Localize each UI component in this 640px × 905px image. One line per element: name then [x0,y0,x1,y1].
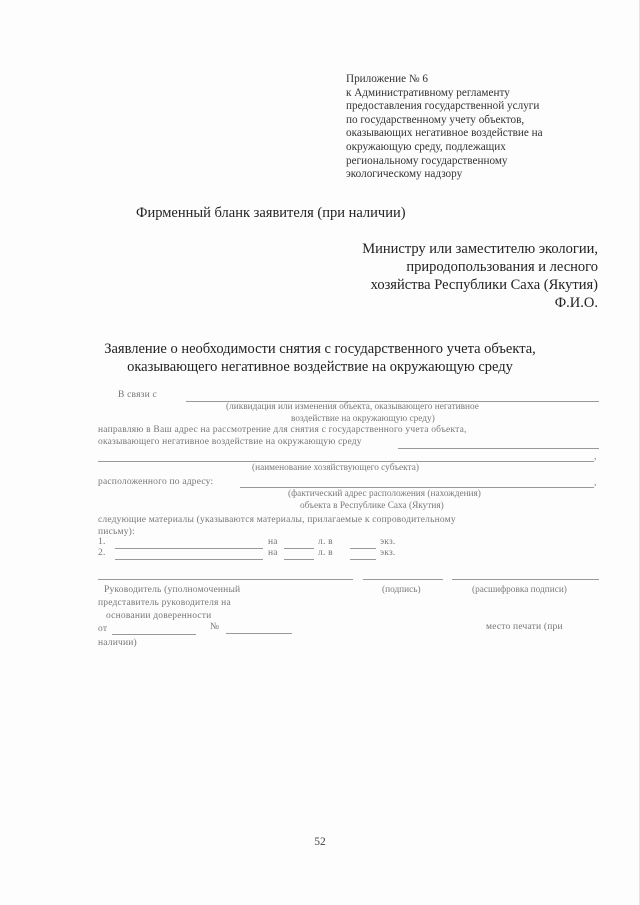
head-text-3: основании доверенности [106,611,212,621]
address-caption-2: объекта в Республике Саха (Якутия) [300,501,444,511]
sent-text-1: направляю в Ваш адрес на рассмотрение для снятия с государственного учета объекта, [98,425,467,435]
address-caption-1: (фактический адрес расположения (нахождения) [288,489,481,499]
number-sign: № [210,622,220,632]
item-2-on: на [268,548,278,558]
entity-caption: (наименование хозяйствующего субъекта) [252,463,419,473]
head-text-1: Руководитель (уполномоченный [104,585,241,595]
from-label: от [98,624,108,634]
entity-input-line[interactable] [98,461,594,462]
decode-signature-line[interactable] [452,579,599,580]
item-1-sheets: л. в [318,537,333,547]
decode-caption: (расшифровка подписи) [472,585,567,595]
reason-caption-2: воздействие на окружающую среду) [291,414,435,424]
materials-text-1: следующие материалы (указываются материалы, прилагаемые к сопроводительному [98,515,456,525]
letterhead-note: Фирменный бланк заявителя (при наличии) [136,205,406,221]
sent-text-2: оказывающего негативное воздействие на окружающую среду [98,437,362,447]
title-line: Заявление о необходимости снятия с государственного учета объекта, [104,341,536,357]
item-1-number: 1. [98,537,106,547]
annex-line: к Административному регламенту [346,86,510,99]
title-line: оказывающего негативное воздействие на окружающую среду [127,359,513,375]
page-number: 52 [314,836,326,848]
date-input-line[interactable] [112,634,196,635]
head-signature-line[interactable] [98,579,353,580]
address-input-line[interactable] [240,487,594,488]
addressee-line: природопользования и лесного [406,259,598,275]
item-1-copies: экз. [380,537,396,547]
item-2-copies-line[interactable] [350,559,376,560]
annex-line: Приложение № 6 [346,73,428,85]
item-2-name-line[interactable] [115,559,263,560]
materials-text-2: письму): [98,527,135,537]
object-input-line-1[interactable] [398,448,599,449]
number-input-line[interactable] [226,633,292,634]
annex-line: по государственному учету объектов, [346,113,525,126]
annex-line: окружающую среду, подлежащих [346,140,506,153]
document-title [0,340,640,376]
item-2-sheets-line[interactable] [284,559,314,560]
comma-mark-2: , [594,478,597,488]
annex-line: экологическому надзору [346,168,463,181]
item-1-on: на [268,537,278,547]
reason-caption-1: (ликвидация или изменения объекта, оказывающего негативное [226,402,479,412]
item-1-name-line[interactable] [115,548,263,549]
addressee-line: Министру или заместителю экологии, [362,241,598,257]
addressee-line: хозяйства Республики Саха (Якутия) [370,277,598,293]
signature-line[interactable] [363,579,443,580]
item-2-sheets: л. в [318,548,333,558]
annex-line: предоставления государственной услуги [346,100,540,113]
comma-mark: , [594,452,597,462]
annex-block [346,73,543,182]
head-text-2: представитель руководителя на [98,598,231,608]
in-connection-label: В связи с [118,390,157,400]
annex-line: региональному государственному [346,154,508,167]
item-1-sheets-line[interactable] [284,548,314,549]
addressee-line: Ф.И.О. [554,295,598,311]
item-1-copies-line[interactable] [350,548,376,549]
addressee-block [362,240,598,312]
presence-text: наличии) [98,638,137,648]
located-at-label: расположенного по адресу: [98,477,214,487]
annex-line: оказывающих негативное воздействие на [346,127,543,140]
signature-caption: (подпись) [382,585,421,595]
item-2-copies: экз. [380,548,396,558]
item-2-number: 2. [98,548,106,558]
stamp-caption: место печати (при [486,622,563,632]
